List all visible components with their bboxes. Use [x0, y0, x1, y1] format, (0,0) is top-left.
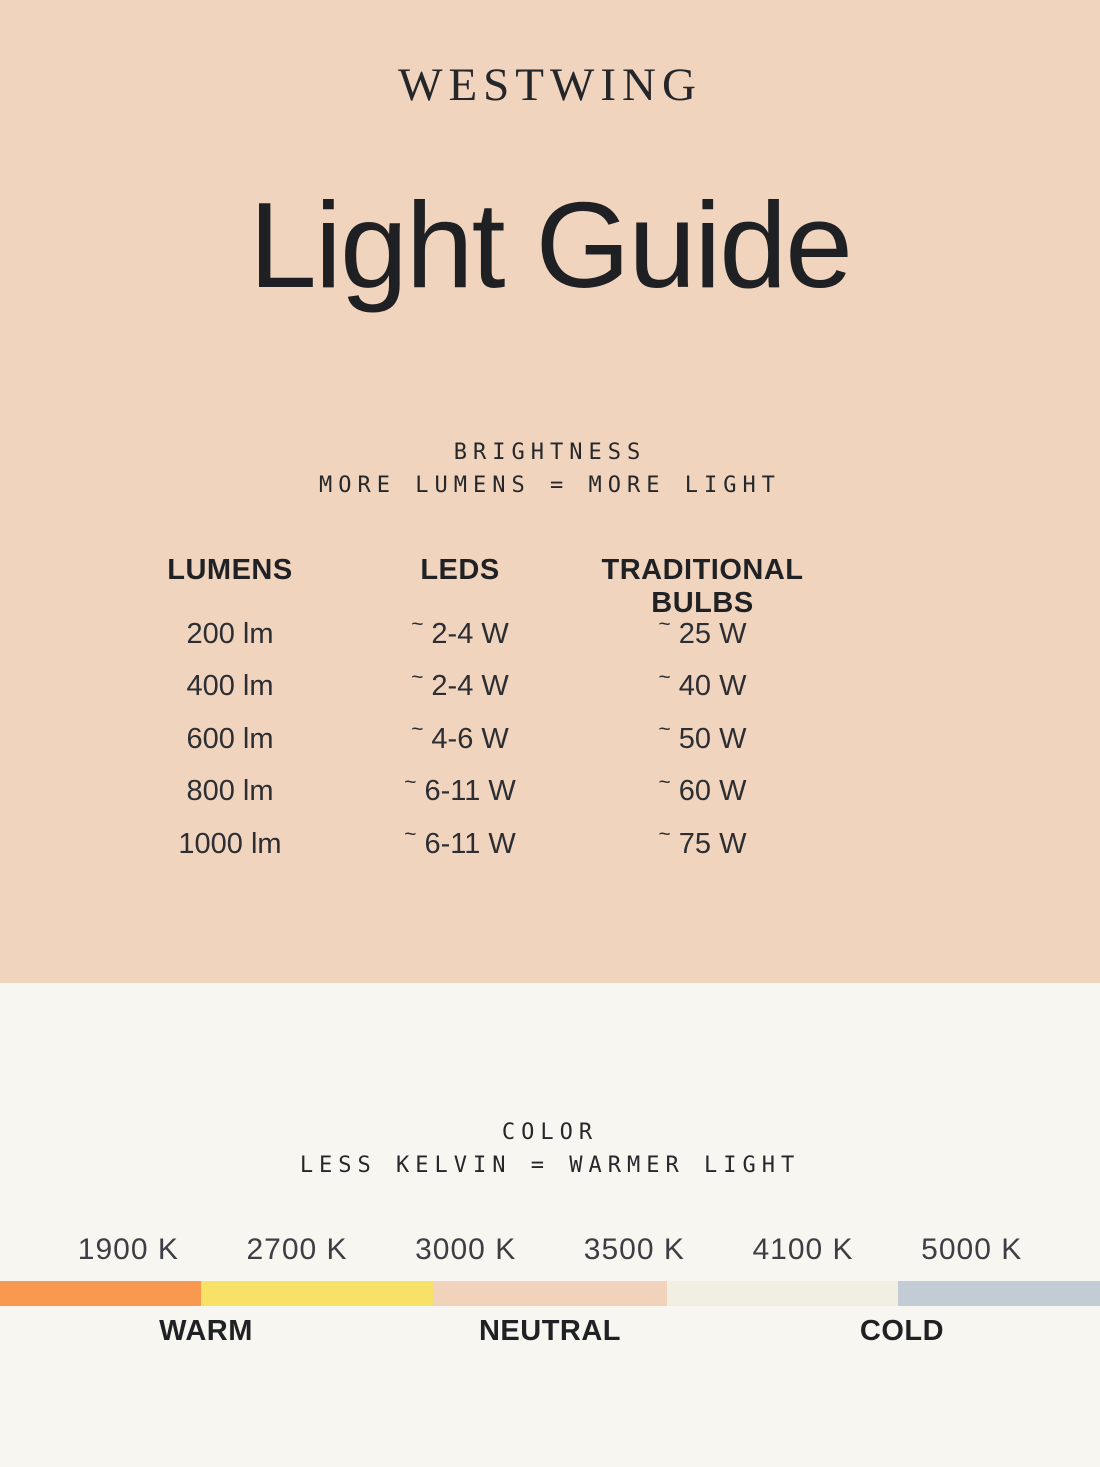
bulbs-watts: 60 W: [678, 775, 747, 808]
leds-watts: 6-11 W: [424, 775, 516, 808]
leds-watts: 4-6 W: [431, 722, 509, 755]
bulbs-value: [560, 608, 845, 661]
table-row: [130, 661, 935, 714]
kelvin-label: 4100 K: [752, 1233, 854, 1266]
bulbs-watts: 40 W: [678, 670, 747, 703]
bulbs-value: [560, 661, 845, 714]
page-title: Light Guide: [249, 177, 851, 313]
kelvin-label: 1900 K: [77, 1233, 179, 1266]
approx-symbol: ~: [411, 613, 424, 637]
scale-segment-warm-orange: [0, 1281, 201, 1306]
lumens-value: 1000 lm: [178, 827, 282, 860]
approx-symbol: ~: [411, 665, 424, 689]
lumens-value: 400 lm: [186, 670, 274, 703]
scale-segment-neutral-cream: [667, 1281, 898, 1306]
kelvin-labels-row: [0, 1233, 1100, 1267]
leds-watts: 2-4 W: [431, 670, 509, 703]
table-row: [130, 713, 935, 766]
bulbs-watts: 25 W: [678, 617, 747, 650]
kelvin-label: 2700 K: [246, 1233, 348, 1266]
approx-symbol: ~: [658, 613, 671, 637]
table-header-row: [130, 554, 935, 619]
leds-watts: 6-11 W: [424, 827, 516, 860]
kelvin-label: 3500 K: [583, 1233, 685, 1266]
leds-value: [390, 713, 530, 766]
column-header-traditional-bulbs: TRADITIONAL BULBS: [601, 554, 804, 619]
bulbs-watts: 50 W: [678, 722, 747, 755]
approx-symbol: ~: [658, 665, 671, 689]
approx-symbol: ~: [404, 823, 417, 847]
approx-symbol: ~: [411, 718, 424, 742]
approx-symbol: ~: [404, 770, 417, 794]
kelvin-color-scale: [0, 1281, 1100, 1306]
table-row: [130, 766, 935, 819]
color-heading: COLOR: [501, 1120, 599, 1145]
lumens-value: 800 lm: [186, 775, 274, 808]
leds-watts: 2-4 W: [431, 617, 509, 650]
temperature-label-warm: WARM: [159, 1315, 253, 1347]
temperature-label-neutral: NEUTRAL: [478, 1315, 622, 1347]
scale-segment-warm-yellow: [201, 1281, 433, 1306]
leds-value: [390, 818, 530, 871]
brightness-heading: BRIGHTNESS: [453, 440, 647, 465]
table-row: [130, 608, 935, 661]
kelvin-label: 5000 K: [921, 1233, 1023, 1266]
color-heading-block: [0, 1116, 1100, 1182]
table-row: [130, 818, 935, 871]
scale-segment-cold-blue: [898, 1281, 1100, 1306]
column-header-leds: LEDS: [420, 554, 500, 586]
bulbs-watts: 75 W: [678, 827, 747, 860]
leds-value: [390, 661, 530, 714]
approx-symbol: ~: [658, 823, 671, 847]
scale-segment-neutral-peach: [433, 1281, 666, 1306]
lumens-value: 200 lm: [186, 617, 274, 650]
temperature-label-cold: COLD: [859, 1315, 945, 1347]
bulbs-value: [560, 818, 845, 871]
bulbs-value: [560, 713, 845, 766]
brand-logo: WESTWING: [398, 59, 702, 111]
column-header-lumens: LUMENS: [167, 554, 293, 586]
color-section: [0, 983, 1100, 1467]
color-subheading: LESS KELVIN = WARMER LIGHT: [299, 1153, 801, 1178]
temperature-labels-row: [0, 1315, 1100, 1355]
lumens-table: [130, 554, 935, 871]
approx-symbol: ~: [658, 770, 671, 794]
brightness-subheading: MORE LUMENS = MORE LIGHT: [319, 473, 781, 498]
lumens-value: 600 lm: [186, 722, 274, 755]
kelvin-label: 3000 K: [415, 1233, 517, 1266]
approx-symbol: ~: [658, 718, 671, 742]
leds-value: [390, 766, 530, 819]
brightness-heading-block: [0, 436, 1100, 502]
leds-value: [390, 608, 530, 661]
bulbs-value: [560, 766, 845, 819]
